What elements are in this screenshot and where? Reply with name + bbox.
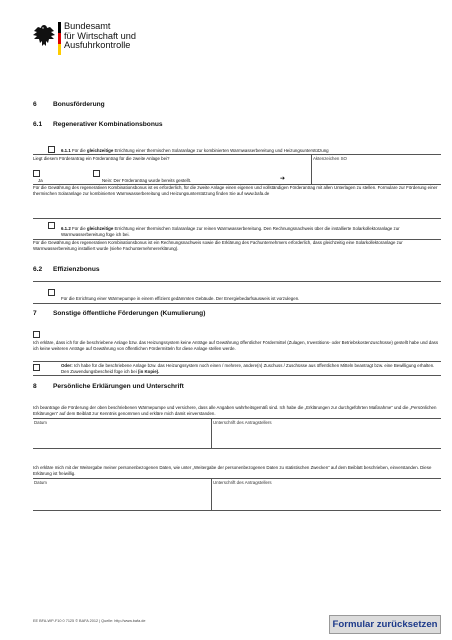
arrow-right-icon: ➔ — [280, 176, 286, 182]
section-8-heading — [33, 383, 184, 392]
aktenzeichen-field[interactable] — [313, 163, 441, 180]
nein-checkbox[interactable] — [93, 170, 100, 177]
antrag-declaration: Ich beantrage die Förderung der oben beschriebenen Wärmepumpe und versichere, dass alle Angaben wahrheitsgemäß sind. Ich habe die „Erklärungen zur durchgeführten Maßnahme“ und die „Persönlichen Erklärungen“ auf dem Beiblatt zur Kenntnis genommen und erkläre mich damit einverstanden. — [33, 405, 437, 416]
subsection-title: Regenerativer Kombinationsbonus — [53, 121, 163, 128]
nein-label: Nein: Der Förderantrag wurde bereits gestellt. — [102, 178, 192, 183]
ministry-line-2: für Wirtschaft und — [64, 30, 136, 41]
signature-label-2: Unterschrift des Antragstellers — [213, 480, 272, 485]
weitere-foerderung-checkbox[interactable] — [33, 364, 40, 371]
signature-field-1[interactable] — [213, 426, 441, 446]
option-6-1-1-label — [61, 148, 441, 154]
subsection-number: 6.1 — [33, 121, 43, 128]
ja-checkbox[interactable] — [33, 170, 40, 177]
option-text-pre: Für die — [72, 226, 86, 231]
flag-bar — [58, 22, 61, 55]
section-title: Persönliche Erklärungen und Unterschrift — [53, 383, 184, 390]
section-6-heading — [33, 101, 105, 110]
subsection-title: Effizienzbonus — [53, 266, 100, 273]
keine-foerderung-checkbox[interactable] — [33, 331, 40, 338]
option-number: 6.1.1 — [61, 148, 71, 153]
section-6-1-heading — [33, 121, 163, 130]
datum-label-1: Datum — [34, 420, 47, 425]
aktenzeichen-label: Aktenzeichen SO — [313, 156, 347, 161]
option-text-pre: Für die — [72, 148, 86, 153]
rechnungsnachweis-note: Für die Gewährung des regenerativen Kombinationsbonus ist ein Rechnungsnachweis sowie die Erklärung des Fachunternehmers erforderlich, dass gleichzeitig eine Solarkollektoranlage zur Warmwasserbereitung installiert wurde (siehe Fachunternehmererklärung). — [33, 240, 403, 251]
attachment-question: Liegt diesem Förderantrag ein Förderantrag für die zweite Anlage bei? — [33, 156, 170, 161]
effizienzbonus-label: Für die Errichtung einer Wärmepumpe in einem effizient gedämmten Gebäude. Der Energiebedarfsausweis ist vorzulegen. — [61, 296, 300, 301]
section-6-2-heading — [33, 266, 100, 275]
option-text-bold: gleichzeitige — [86, 148, 114, 153]
section-title: Bonusförderung — [53, 101, 105, 108]
datum-label-2: Datum — [34, 480, 47, 485]
option-6-1-2-checkbox[interactable] — [48, 222, 55, 229]
signature-field-2[interactable] — [213, 486, 441, 508]
option-text-rest: Errichtung einer thermischen Solaranlage zur kombinierten Warmwasserbereitung und Heizungsunterstützung — [114, 148, 329, 153]
federal-eagle-icon — [31, 23, 57, 49]
ministry-name — [64, 22, 136, 51]
footer-source: EE BFA-WP-F10 0 7125 © BAFA 2012 | Quelle: http://www.bafa.de — [33, 619, 146, 623]
ministry-line-3: Ausfuhrkontrolle — [64, 40, 131, 51]
weitere-foerderung-label — [61, 363, 441, 374]
ministry-line-1: Bundesamt — [64, 21, 111, 31]
option-number: 6.1.2 — [61, 226, 71, 231]
datum-field-1[interactable] — [33, 426, 209, 446]
option-text-rest: Errichtung einer thermischen Solaranlage zur reinen Warmwasserbereitung. Den Rechnungsnachweis über die installierte Solarkollektoranlage zur Warmwasserbereitung füge ich bei. — [61, 226, 400, 237]
section-number: 7 — [33, 310, 37, 317]
option-text-bold: gleichzeitige — [86, 226, 114, 231]
oder-end: (in Kopie). — [137, 368, 160, 374]
signature-label-1: Unterschrift des Antragstellers — [213, 420, 272, 425]
kombinationsbonus-note: Für die Gewährung des regenerativen Kombinationsbonus ist es erforderlich, für die zweite Anlage einen eigenen und vollständigen Förderantrag mit allen Unterlagen zu stellen. Formulare zur Förderung einer thermischen Solaranlage zur kombinierten Warmwasserbereitung und Heizungsunterstützung finden Sie auf www.bafa.de — [33, 185, 438, 196]
oder-label: Oder: — [61, 363, 73, 368]
kumulierung-statement: Ich erkläre, dass ich für die beschriebene Anlage bzw. das Heizungssystem keine Anträge auf Gewährung öffentlicher Fördermittel (Zulagen, Investitions- oder Betriebskostenzuschüsse) gestellt habe und dass ich keine weiteren Anträge auf Gewährung von öffentlichen Fördermitteln für diese Anlage stellen werde. — [33, 340, 439, 351]
section-7-heading — [33, 310, 205, 319]
ja-label: Ja — [38, 178, 43, 183]
datenweitergabe-declaration: Ich erkläre mich mit der Weitergabe meiner personenbezogenen Daten, wie unter „Weitergabe der personenbezogenen Daten zu statistischen Zwecken“ auf dem Beiblatt beschrieben, einverstanden. Diese Erklärung ist freiwillig. — [33, 465, 432, 476]
reset-form-button[interactable]: Formular zurücksetzen — [329, 615, 441, 634]
option-6-1-1-checkbox[interactable] — [48, 146, 55, 153]
datum-field-2[interactable] — [33, 486, 209, 508]
section-number: 6 — [33, 101, 37, 108]
oder-text: Ich habe für die beschriebene Anlage bzw. das Heizungssystem noch einen / mehrere, andere(n) Zuschuss / Zuschüsse aus öffentlichen Mitteln beantragt bzw. eine Bewilligung erhalten. Den Zuwendungsbescheid füge ich bei — [61, 363, 435, 374]
option-6-1-2-label — [61, 226, 441, 237]
section-number: 8 — [33, 383, 37, 390]
effizienzbonus-checkbox[interactable] — [48, 289, 55, 296]
subsection-number: 6.2 — [33, 266, 43, 273]
section-title: Sonstige öffentliche Förderungen (Kumulierung) — [53, 310, 206, 317]
